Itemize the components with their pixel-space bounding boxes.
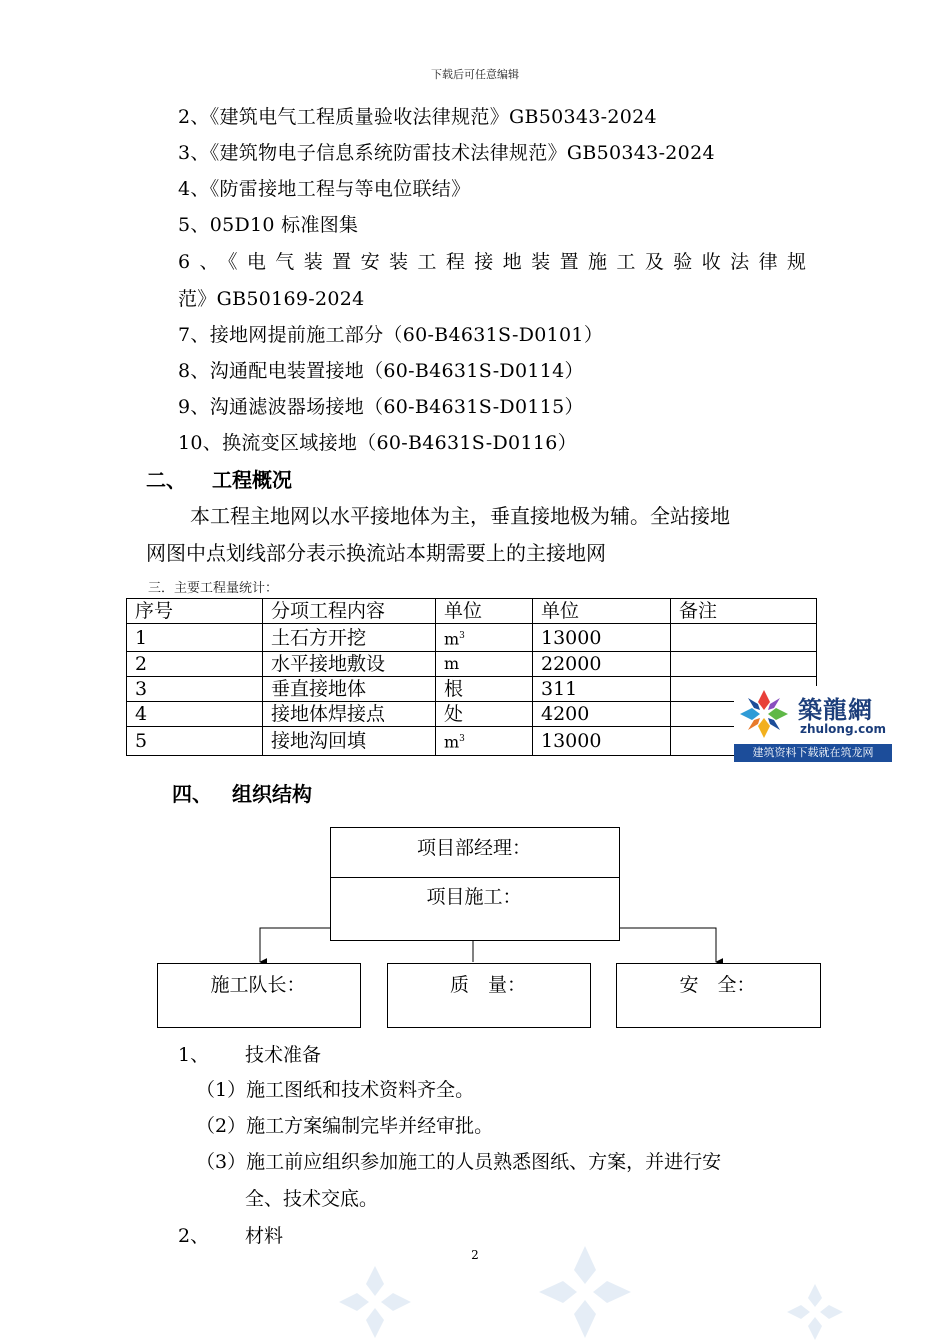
cell-quantity: 13000 [533, 727, 671, 755]
section2-number: 二、 [146, 468, 186, 492]
section2-title: 工程概况 [212, 468, 292, 492]
cell-unit: 处 [436, 702, 533, 727]
reference-item: 3、《建筑物电子信息系统防雷技术法律规范》GB50343-2024 [178, 142, 715, 164]
watermark-icon [330, 1262, 420, 1342]
section3-title: 三．主要工程量统计： [148, 581, 279, 596]
org-manager-label: 项目部经理： [416, 837, 531, 859]
page-number: 2 [471, 1248, 479, 1262]
header-cell: 单位 [533, 599, 671, 624]
org-team-leader-label: 施工队长： [210, 974, 306, 996]
logo-slogan: 建筑资料下载就在筑龙网 [734, 744, 892, 762]
prep-sub2: （2）施工方案编制完毕并经审批。 [196, 1115, 494, 1137]
org-quality-label: 质 量： [449, 974, 526, 996]
org-construction-label: 项目施工： [426, 886, 522, 908]
section4-title: 组织结构 [232, 782, 312, 806]
cell-unit: 根 [436, 677, 533, 702]
header-cell: 分项工程内容 [263, 599, 436, 624]
prep-sub3-line1: （3）施工前应组织参加施工的人员熟悉图纸、方案，并进行安 [196, 1151, 722, 1173]
cell-item: 接地沟回填 [263, 727, 436, 755]
prep-sub3-line2: 全、技术交底。 [245, 1188, 379, 1210]
header-note: 下载后可任意编辑 [431, 68, 519, 81]
cell-quantity: 4200 [533, 702, 671, 727]
cell-item: 土石方开挖 [263, 624, 436, 652]
unit-superscript: 3 [459, 734, 465, 745]
cell-index: 2 [127, 652, 263, 677]
cell-unit: m [436, 652, 533, 677]
cell-quantity: 22000 [533, 652, 671, 677]
reference-item: 7、接地网提前施工部分（60-B4631S-D0101） [178, 324, 604, 346]
section2-paragraph-line2: 网图中点划线部分表示换流站本期需要上的主接地网 [146, 541, 606, 565]
cell-item: 接地体焊接点 [263, 702, 436, 727]
cell-unit: $m^3$ [436, 624, 533, 652]
cell-unit: $m^3$ [436, 727, 533, 755]
reference-item: 4、《防雷接地工程与等电位联结》 [178, 178, 471, 200]
reference-item: 8、沟通配电装置接地（60-B4631S-D0114） [178, 360, 584, 382]
cell-index: 3 [127, 677, 263, 702]
unit-superscript: 3 [459, 631, 465, 641]
cell-quantity: 13000 [533, 624, 671, 652]
logo-domain: zhulong.com [800, 722, 886, 736]
prep-item1-number: 1、 [178, 1044, 210, 1066]
reference-item: 5、05D10 标准图集 [178, 214, 359, 236]
cell-item: 水平接地敷设 [263, 652, 436, 677]
org-safety-label: 安 全： [679, 974, 756, 996]
logo-name: 築龍網 [798, 696, 873, 724]
prep-item1-title: 技术准备 [245, 1044, 322, 1066]
cell-index: 5 [127, 727, 263, 755]
section4-number: 四、 [172, 782, 212, 806]
prep-item2-number: 2、 [178, 1225, 210, 1247]
prep-item2-title: 材料 [245, 1225, 284, 1247]
box-divider [331, 877, 619, 878]
watermark-icon [780, 1280, 850, 1344]
header-cell: 序号 [127, 599, 263, 624]
section2-paragraph-line1: 本工程主地网以水平接地体为主，垂直接地极为辅。全站接地 [190, 504, 730, 528]
reference-item: 6、《电气装置安装工程接地装置施工及验收法律规 [178, 251, 806, 273]
reference-item-continued: 范》GB50169-2024 [178, 288, 365, 310]
prep-sub1: （1）施工图纸和技术资料齐全。 [196, 1079, 475, 1101]
cell-index: 4 [127, 702, 263, 727]
cell-item: 垂直接地体 [263, 677, 436, 702]
reference-item: 10、换流变区域接地（60-B4631S-D0116） [178, 432, 577, 454]
cell-quantity: 311 [533, 677, 671, 702]
reference-item: 2、《建筑电气工程质量验收法律规范》GB50343-2024 [178, 106, 657, 128]
header-cell: 备注 [671, 599, 817, 624]
cell-index: 1 [127, 624, 263, 652]
header-cell: 单位 [436, 599, 533, 624]
reference-item: 9、沟通滤波器场接地（60-B4631S-D0115） [178, 396, 584, 418]
